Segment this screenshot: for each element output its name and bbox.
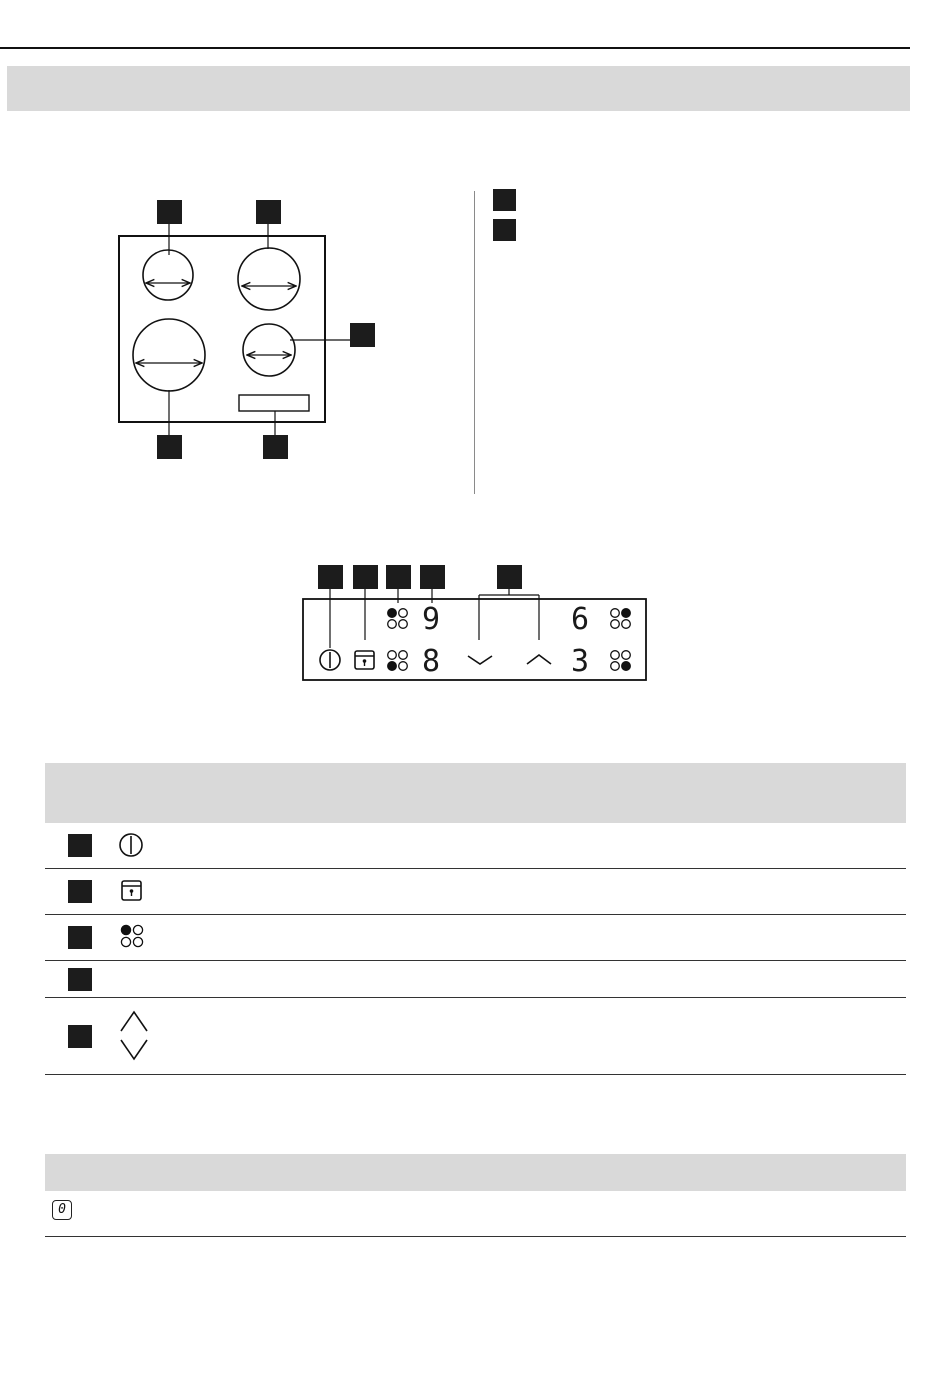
zone-indicator-icon	[121, 925, 142, 946]
display-zero-icon: 0	[52, 1200, 72, 1220]
display-digit-left-bottom: 8	[422, 644, 441, 679]
table-row	[45, 1191, 906, 1237]
power-icon	[120, 834, 142, 856]
display-digit-right-bottom: 3	[571, 644, 590, 679]
display-digit-left-top: 9	[422, 602, 441, 637]
display-digit-right-top: 6	[571, 602, 590, 637]
display-table-header	[45, 1154, 906, 1191]
up-down-icon	[121, 1012, 147, 1059]
lock-icon	[122, 881, 141, 900]
